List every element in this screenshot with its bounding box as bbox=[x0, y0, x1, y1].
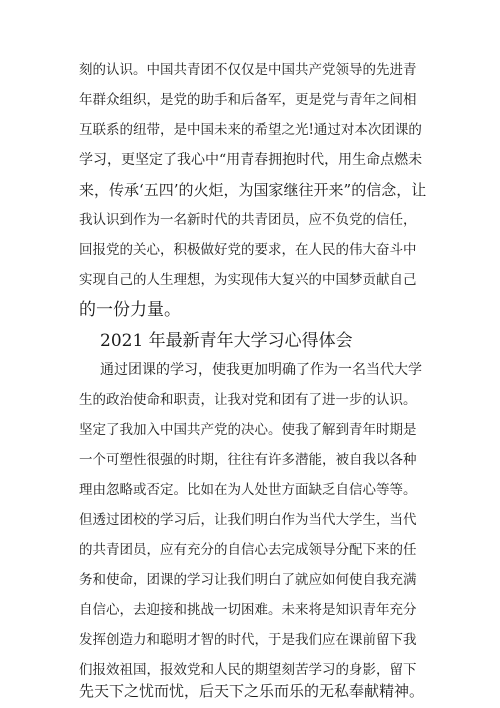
paragraph-line: 年群众组织，是党的助手和后备军，更是党与青年之间相 bbox=[79, 92, 417, 108]
paragraph-line: 实现自己的人生理想，为实现伟大复兴的中国梦贡献自己 bbox=[79, 272, 417, 288]
paragraph-line: 学习，更坚定了我心中“用青春拥抱时代，用生命点燃未 bbox=[79, 152, 423, 168]
paragraph-line: 刻的认识。中国共青团不仅仅是中国共产党领导的先进青 bbox=[79, 62, 417, 78]
paragraph-line: 们报效祖国，报效党和人民的期望刻苦学习的身影，留下 bbox=[79, 662, 417, 678]
paragraph-line: 我认识到作为一名新时代的共青团员，应不负党的信任， bbox=[79, 212, 417, 228]
paragraph-line: 发挥创造力和聪明才智的时代，于是我们应在课前留下我 bbox=[79, 632, 417, 648]
paragraph-line: 来，传承‘五四’的火炬，为国家继往开来”的信念，让 bbox=[79, 181, 427, 199]
paragraph-line: 互联系的纽带，是中国未来的希望之光!通过对本次团课的 bbox=[79, 122, 422, 138]
paragraph-line: 自信心，去迎接和挑战一切困难。未来将是知识青年充分 bbox=[79, 602, 417, 618]
paragraph-line: 但透过团校的学习后，让我们明白作为当代大学生，当代 bbox=[79, 512, 417, 528]
paragraph-line: 理由忽略或否定。比如在为人处世方面缺乏自信心等等。 bbox=[79, 482, 417, 498]
paragraph-line: 通过团课的学习，使我更加明确了作为一名当代大学 bbox=[100, 362, 422, 378]
paragraph-line: 务和使命，团课的学习让我们明白了就应如何使自我充满 bbox=[79, 572, 417, 588]
paragraph-line: 坚定了我加入中国共产党的决心。使我了解到青年时期是 bbox=[79, 422, 417, 438]
section-heading: 2021 年最新青年大学习心得体会 bbox=[100, 331, 353, 351]
paragraph-line: 一个可塑性很强的时期，往往有许多潜能，被自我以各种 bbox=[79, 452, 417, 468]
paragraph-line: 生的政治使命和职责，让我对党和团有了进一步的认识。 bbox=[79, 392, 417, 408]
paragraph-line: 的共青团员，应有充分的自信心去完成领导分配下来的任 bbox=[79, 542, 417, 558]
paragraph-line: 先天下之忧而忧，后天下之乐而乐的无私奉献精神。 bbox=[79, 682, 425, 700]
paragraph-line: 的一份力量。 bbox=[79, 300, 181, 320]
paragraph-line: 回报党的关心，积极做好党的要求，在人民的伟大奋斗中 bbox=[79, 242, 417, 258]
